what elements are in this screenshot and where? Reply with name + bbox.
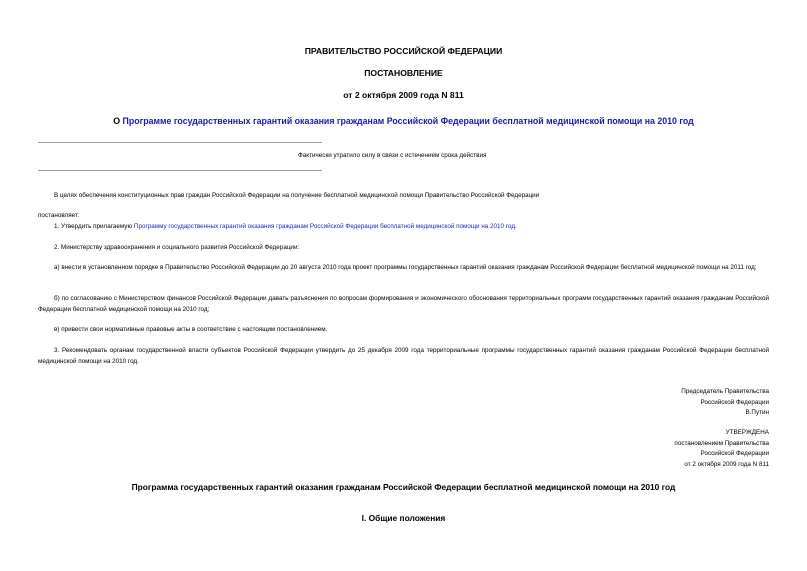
item-2b: б) по согласованию с Министерством финансов Российской Федерации давать разъяснения по вопросам формирования и экономического обоснования территориальных программ государственных гарантий оказания гражданам Российской Федерации бесплатной медицинской помощи на 2010 год; [38, 295, 769, 313]
approval-heading: УТВЕРЖДЕНА [725, 429, 769, 436]
section-title: I. Общие положения [361, 513, 446, 523]
program-title: Программа государственных гарантий оказания гражданам Российской Федерации бесплатной медицинской помощи на 2010 год [131, 482, 676, 492]
signature-country: Российской Федерации [700, 398, 769, 406]
approval-by: постановлением Правительства [674, 439, 769, 447]
decides-label: постановляет: [38, 212, 80, 219]
item-2c: в) привести свои нормативные правовые акты в соответствие с настоящим постановлением. [54, 326, 328, 333]
document-type: ПОСТАНОВЛЕНИЕ [364, 68, 443, 78]
item-2: 2. Министерству здравоохранения и социального развития Российской Федерации: [54, 244, 300, 251]
program-link[interactable]: Программу государственных гарантий оказания гражданам Российской Федерации бесплатной медицинской помощи на 2010 год [133, 223, 516, 230]
title-link[interactable]: Программе государственных гарантий оказания гражданам Российской Федерации бесплатной медицинской помощи на 2010 год [122, 116, 694, 126]
approval-country: Российской Федерации [700, 450, 769, 457]
approval-block [469, 428, 769, 470]
signature-block [469, 387, 769, 419]
signature-name: В.Путин [745, 409, 769, 416]
item-1 [54, 222, 774, 233]
item-3: 3. Рекомендовать органам государственной власти субъектов Российской Федерации утвердить до 25 декабря 2009 года территориальные программы государственных гарантий оказания гражданам Российской Федерации бесплатной медицинской помощи на 2010 год. [38, 347, 769, 365]
title-prefix: О [113, 116, 123, 126]
item-1-suffix: . [515, 223, 517, 230]
item-1-prefix: 1. Утвердить прилагаемую [54, 223, 134, 230]
document-title [0, 116, 807, 126]
divider-top [38, 142, 322, 143]
issuing-authority: ПРАВИТЕЛЬСТВО РОССИЙСКОЙ ФЕДЕРАЦИИ [304, 46, 503, 56]
divider-bottom [38, 170, 322, 171]
document-date: от 2 октября 2009 года N 811 [343, 90, 464, 100]
approval-date: от 2 октября 2009 года N 811 [684, 460, 769, 468]
preamble: В целях обеспечения конституционных прав граждан Российской Федерации на получение бесплатной медицинской помощи Правительство Российской Федерации [54, 192, 540, 199]
item-2a: а) внести в установленном порядке в Правительство Российской Федерации до 20 августа 2010 года проект программы государственных гарантий оказания гражданам Российской Федерации бесплатной медицинской помощи на 2011 год; [54, 264, 757, 271]
status-note: Фактически утратило силу в связи с истечением срока действия [298, 152, 487, 159]
signature-position: Председатель Правительства [681, 388, 769, 395]
